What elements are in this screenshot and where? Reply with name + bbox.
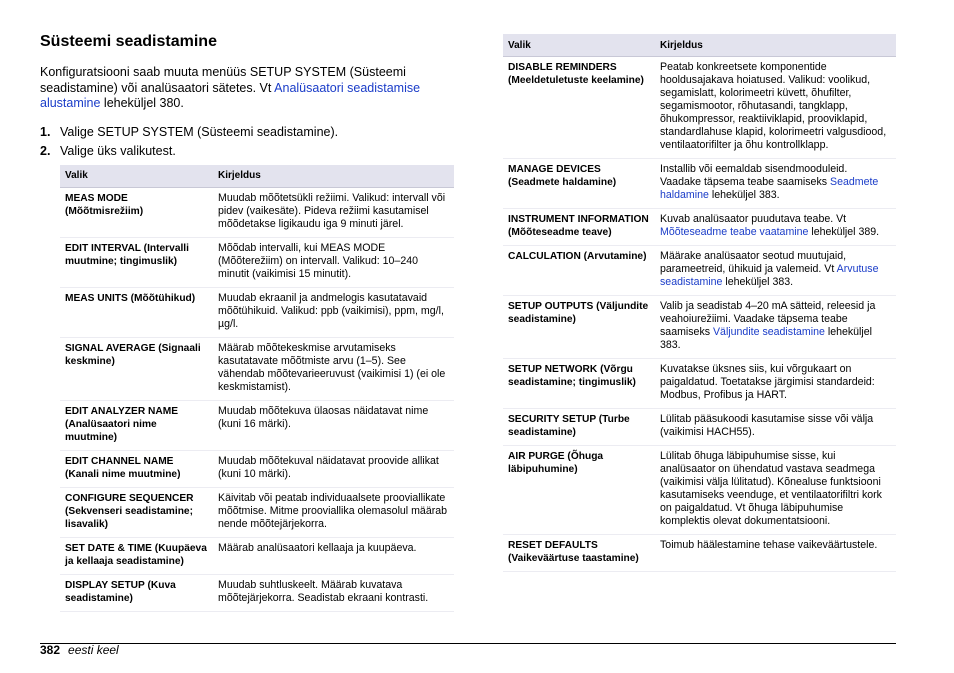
option-name: EDIT CHANNEL NAME (Kanali nime muutmine): [60, 450, 213, 487]
description-text: Lülitab õhuga läbipuhumise sisse, kui analüsaator on ühendatud vastava seadmega (vaikimisi välja lülitatud). Kõnealuse funktsiooni kasutamiseks veenduge, et ventilaatorifiltri kork on paigaldatud. Vt õhuga läbipuhumise komplektis olevat dokumentatsiooni.: [660, 450, 882, 527]
intro-paragraph: [40, 65, 454, 112]
description-text: Installib või eemaldab sisendmooduleid. Vaadake täpsema teabe saamiseks: [660, 163, 848, 188]
table-row: [503, 409, 896, 446]
option-name: MANAGE DEVICES (Seadmete haldamine): [503, 159, 655, 209]
cross-reference-link[interactable]: Seadmete haldamine: [660, 176, 879, 201]
option-name: MEAS UNITS (Mõõtühikud): [60, 287, 213, 337]
option-description: Muudab mõõtetsükli režiimi. Valikud: intervall või pidev (vaikesäte). Pideva režiimi kasutamisel mõõdetakse ligikaudu iga 9 minuti järel.: [213, 187, 454, 237]
intro-link[interactable]: Analüsaatori seadistamise alustamine: [40, 80, 421, 110]
header-description: Kirjeldus: [655, 34, 896, 57]
option-description: Käivitab või peatab individuaalsete prooviallikate mõõtmise. Mitme prooviallika olemasolul määrab nende mõõtejärjekorra.: [213, 487, 454, 537]
option-description: [655, 446, 896, 535]
option-description: Muudab suhtluskeelt. Määrab kuvatava mõõtejärjekorra. Seadistab ekraani kontrasti.: [213, 574, 454, 611]
option-name: RESET DEFAULTS (Vaikeväärtuse taastamine): [503, 535, 655, 572]
options-table-left: [60, 165, 454, 612]
table-row: [60, 574, 454, 611]
description-text: Lülitab pääsukoodi kasutamise sisse või välja (vaikimisi HACH55).: [660, 413, 874, 438]
cross-reference-link[interactable]: Mõõteseadme teabe vaatamine: [660, 226, 809, 238]
option-description: [655, 359, 896, 409]
step-number: 2.: [40, 143, 51, 158]
option-name: SET DATE & TIME (Kuupäeva ja kellaaja seadistamine): [60, 537, 213, 574]
description-text: Kuvab analüsaator puudutava teabe. Vt: [660, 213, 847, 225]
option-description: [655, 409, 896, 446]
table-row: [60, 487, 454, 537]
header-description: Kirjeldus: [213, 165, 454, 188]
option-name: SIGNAL AVERAGE (Signaali keskmine): [60, 337, 213, 400]
table-row: [503, 159, 896, 209]
option-name: AIR PURGE (Õhuga läbipuhumine): [503, 446, 655, 535]
option-description: Muudab mõõtekuval näidatavat proovide allikat (kuni 10 märki).: [213, 450, 454, 487]
page-title: Süsteemi seadistamine: [40, 33, 217, 50]
option-name: DISPLAY SETUP (Kuva seadistamine): [60, 574, 213, 611]
option-name: DISABLE REMINDERS (Meeldetuletuste keelamine): [503, 57, 655, 159]
option-name: SETUP OUTPUTS (Väljundite seadistamine): [503, 296, 655, 359]
option-description: Muudab mõõtekuva ülaosas näidatavat nime (kuni 16 märki).: [213, 400, 454, 450]
description-text: Valib ja seadistab 4–20 mA sätteid, releesid ja veahoiurežiimi. Vaadake täpsema teabe saamiseks: [660, 300, 876, 338]
left-column: [40, 32, 454, 612]
options-table-right: [503, 34, 896, 572]
header-option: Valik: [503, 34, 655, 57]
option-description: Muudab ekraanil ja andmelogis kasutatavaid mõõtühikuid. Valikud: ppb (vaikimisi), ppm, mg/l, µg/l.: [213, 287, 454, 337]
steps-list: [40, 125, 454, 159]
table-row: [503, 57, 896, 159]
description-text: Toimub häälestamine tehase vaikeväärtustele.: [660, 539, 878, 551]
footer-language: eesti keel: [68, 643, 119, 657]
table-row: [60, 400, 454, 450]
page-footer: [40, 643, 119, 657]
table-row: [503, 535, 896, 572]
step-text: Valige SETUP SYSTEM (Süsteemi seadistamine).: [60, 124, 339, 139]
table-row: [60, 337, 454, 400]
step-item: [40, 125, 454, 140]
description-text: Kuvatakse üksnes siis, kui võrgukaart on paigaldatud. Toetatakse järgimisi standardeid: Modbus, Profibus ja HART.: [660, 363, 875, 401]
table-row: [503, 359, 896, 409]
option-description: [655, 535, 896, 572]
right-column: [503, 34, 896, 572]
table-row: [503, 209, 896, 246]
table-row: [60, 187, 454, 237]
table-row: [60, 537, 454, 574]
option-name: SETUP NETWORK (Võrgu seadistamine; tingimuslik): [503, 359, 655, 409]
table-row: [60, 450, 454, 487]
table-row: [503, 446, 896, 535]
option-description: [655, 209, 896, 246]
table-row: [60, 237, 454, 287]
option-description: Määrab mõõtekeskmise arvutamiseks kasutatavate mõõtmiste arvu (1–5). See vähendab mõõtevarieeruvust (vaikimisi 1) (ei ole keskmistamist).: [213, 337, 454, 400]
option-description: [655, 246, 896, 296]
option-description: Määrab analüsaatori kellaaja ja kuupäeva.: [213, 537, 454, 574]
cross-reference-link[interactable]: Arvutuse seadistamine: [660, 263, 879, 288]
option-description: [655, 57, 896, 159]
table-row: [503, 296, 896, 359]
footer-divider: [40, 643, 896, 644]
option-name: EDIT ANALYZER NAME (Analüsaatori nime muutmine): [60, 400, 213, 450]
description-text: Peatab konkreetsete komponentide hooldusajakava hoiatused. Valikud: voolikud, segamislatt, kolorimeetri küvett, õhufilter, segamismootor, rõhutasandi, tangklapp, õhukompressor, reaktiiviklapid, prooviklapid, standardlahuse klapid, kolorimeetri valgusdiood, ventilaatorifilter ja õhu kontrollklapp.: [660, 61, 887, 151]
description-text-after: leheküljel 383.: [708, 189, 780, 201]
description-text: Määrake analüsaator seotud muutujaid, parameetreid, ühikuid ja valemeid. Vt: [660, 250, 847, 275]
option-name: SECURITY SETUP (Turbe seadistamine): [503, 409, 655, 446]
page-number: 382: [40, 643, 61, 657]
right-table-body: [503, 57, 896, 572]
intro-text-after: leheküljel 380.: [100, 96, 184, 110]
cross-reference-link[interactable]: Väljundite seadistamine: [712, 326, 825, 338]
option-name: INSTRUMENT INFORMATION (Mõõteseadme teave): [503, 209, 655, 246]
left-table-body: [60, 187, 454, 611]
intro-text-before: Konfiguratsiooni saab muuta menüüs SETUP SYSTEM (Süsteemi seadistamine) või analüsaatori sätetes. Vt: [40, 65, 406, 95]
option-description: Mõõdab intervalli, kui MEAS MODE (Mõõterežiim) on intervall. Valikud: 10–240 minutit (vaikimisi 15 minutit).: [213, 237, 454, 287]
option-name: EDIT INTERVAL (Intervalli muutmine; tingimuslik): [60, 237, 213, 287]
description-text-after: leheküljel 389.: [808, 226, 880, 238]
step-text: Valige üks valikutest.: [60, 143, 176, 158]
table-header-row: [60, 165, 454, 188]
step-number: 1.: [40, 124, 51, 139]
option-name: MEAS MODE (Mõõtmisrežiim): [60, 187, 213, 237]
option-description: [655, 296, 896, 359]
description-text-after: leheküljel 383.: [660, 326, 873, 351]
header-option: Valik: [60, 165, 213, 188]
table-row: [503, 246, 896, 296]
option-name: CALCULATION (Arvutamine): [503, 246, 655, 296]
table-header-row: [503, 34, 896, 57]
table-row: [60, 287, 454, 337]
step-item: [40, 144, 454, 159]
description-text-after: leheküljel 383.: [722, 276, 794, 288]
option-description: [655, 159, 896, 209]
option-name: CONFIGURE SEQUENCER (Sekvenseri seadistamine; lisavalik): [60, 487, 213, 537]
